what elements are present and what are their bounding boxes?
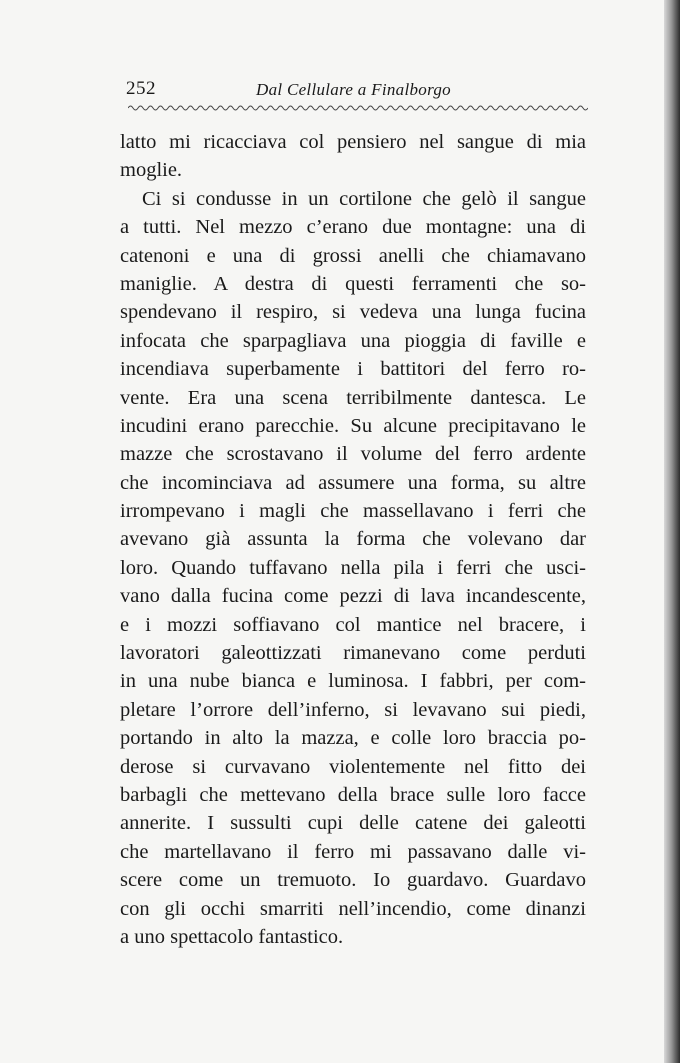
text-line: irrompevano i magli che massellavano i ferri che [120, 500, 586, 523]
body-text [120, 128, 586, 951]
text-line: avevano già assunta la forma che volevano dar [120, 528, 586, 551]
text-line: derose si curvavano violentemente nel fitto dei [120, 755, 586, 778]
text-line: che martellavano il ferro mi passavano dalle vi- [120, 840, 586, 863]
text-line: barbagli che mettevano della brace sulle loro facce [120, 783, 586, 806]
text-line: vano dalla fucina come pezzi di lava incandescente, [120, 585, 586, 608]
text-line: incendiava superbamente i battitori del ferro ro- [120, 358, 586, 381]
page-number: 252 [126, 78, 156, 99]
text-line: spendevano il respiro, si vedeva una lunga fucina [120, 301, 586, 324]
text-line: catenoni e una di grossi anelli che chiamavano [120, 244, 586, 267]
running-title: Dal Cellulare a Finalborgo [256, 80, 451, 99]
text-line: vente. Era una scena terribilmente dantesca. Le [120, 386, 586, 409]
decorative-wavy-rule [128, 104, 588, 112]
text-line: mazze che scrostavano il volume del ferro ardente [120, 443, 586, 466]
text-line: latto mi ricacciava col pensiero nel sangue di mia [120, 131, 586, 153]
text-line: moglie. [120, 159, 183, 182]
text-line: pletare l’orrore dell’inferno, si levavano sui piedi, [120, 698, 586, 721]
text-line: infocata che sparpagliava una pioggia di faville e [120, 329, 586, 352]
text-line: lavoratori galeottizzati rimanevano come perduti [120, 642, 586, 665]
text-line: maniglie. A destra di questi ferramenti che so- [120, 272, 586, 295]
text-line: annerite. I sussulti cupi delle catene dei galeotti [120, 812, 586, 835]
text-line: scere come un tremuoto. Io guardavo. Guardavo [120, 869, 586, 892]
text-line: che incominciava ad assumere una forma, su altre [120, 471, 586, 494]
text-line: Ci si condusse in un cortilone che gelò il sangue [142, 187, 586, 210]
text-line: con gli occhi smarriti nell’incendio, come dinanzi [120, 897, 586, 920]
text-line: portando in alto la mazza, e colle loro braccia po- [120, 727, 586, 750]
text-line: e i mozzi soffiavano col mantice nel bracere, i [120, 613, 586, 636]
text-line: loro. Quando tuffavano nella pila i ferri che usci- [120, 556, 586, 579]
text-line: a tutti. Nel mezzo c’erano due montagne: una di [120, 216, 586, 239]
page-edge-shadow [664, 0, 680, 1063]
running-header [126, 76, 586, 106]
text-line: in una nube bianca e luminosa. I fabbri, per com- [120, 670, 586, 693]
text-line: a uno spettacolo fantastico. [120, 925, 344, 948]
text-line: incudini erano parecchie. Su alcune precipitavano le [120, 414, 586, 437]
